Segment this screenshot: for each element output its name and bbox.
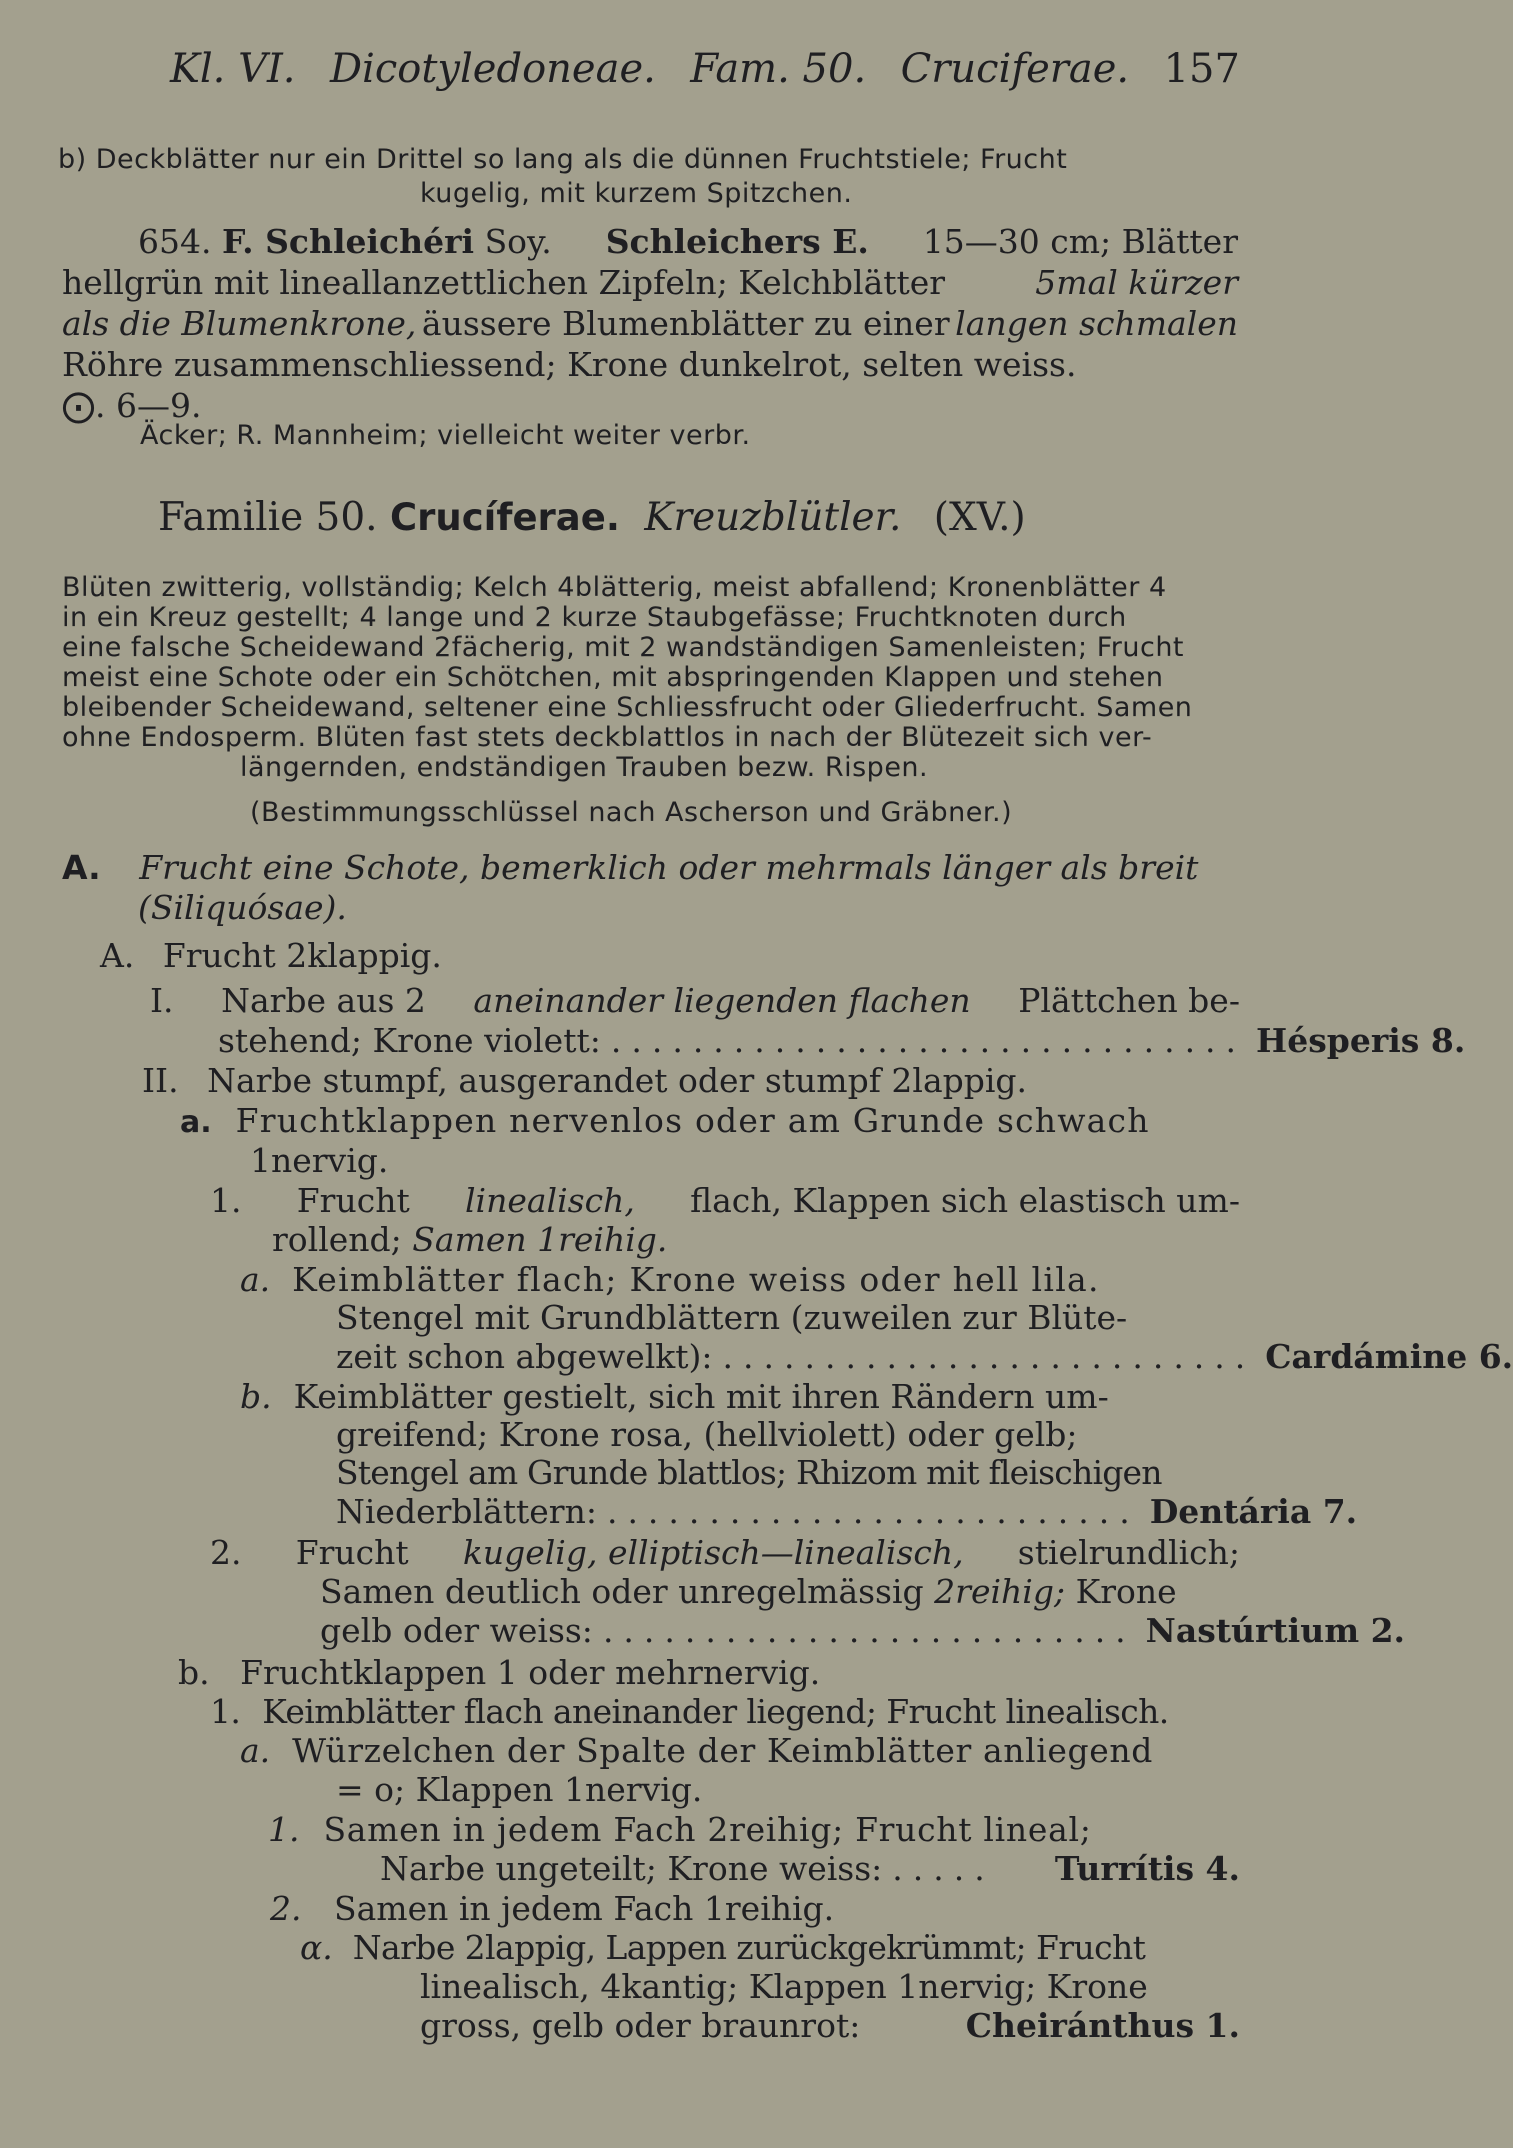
- header-class: Kl. VI.: [170, 46, 296, 92]
- taxon-hesperis: Hésperis 8.: [1256, 1021, 1466, 1060]
- key-I: I. Narbe aus 2 aneinander liegenden flachen Plättchen be-: [150, 981, 1240, 1020]
- key-A1-line2: (Siliquósae).: [138, 888, 347, 927]
- family-name: Crucíferae.: [389, 496, 620, 539]
- description-line: ohne Endosperm. Blüten fast stets deckblattlos in nach der Blütezeit sich ver-: [62, 722, 1153, 753]
- key-alpha-line3: gross, gelb oder braunrot: Cheiránthus 1.: [420, 2006, 1240, 2045]
- page-number: 157: [1163, 46, 1240, 92]
- header-family-ref: Fam. 50.: [690, 46, 867, 92]
- key-I-line2: stehend; Krone violett: ............................... Hésperis 8.: [218, 1021, 1466, 1060]
- key-a1a-line2: Stengel mit Grundblättern (zuweilen zur Blüte-: [336, 1298, 1128, 1337]
- key-b1a2: 2. Samen in jedem Fach 1reihig.: [270, 1889, 835, 1928]
- page-header: [170, 46, 1240, 92]
- species-habitat: Äcker; R. Mannheim; vielleicht weiter verbr.: [140, 420, 751, 451]
- key-b1a1-line2: Narbe ungeteilt; Krone weiss: ..... Turrítis 4.: [380, 1849, 1240, 1888]
- key-a1b-line3: Stengel am Grunde blattlos; Rhizom mit fleischigen: [336, 1453, 1162, 1492]
- species-german: Schleichers E.: [605, 222, 869, 261]
- key-a1b: b. Keimblätter gestielt, sich mit ihren Rändern um-: [240, 1377, 1109, 1416]
- key-alpha-line2: linealisch, 4kantig; Klappen 1nervig; Krone: [420, 1967, 1148, 2006]
- family-label: Familie 50.: [158, 495, 378, 540]
- taxon-cheiranthus: Cheiránthus 1.: [965, 2006, 1240, 2045]
- key-a1a-line3: zeit schon abgewelkt): .......................... Cardámine 6.: [336, 1337, 1513, 1376]
- species-size: 15—30 cm; Blätter: [922, 222, 1238, 261]
- species-name: F. Schleichéri: [221, 222, 475, 261]
- key-b1a: a. Würzelchen der Spalte der Keimblätter anliegend: [240, 1731, 1153, 1770]
- biennial-symbol: ⨀: [62, 386, 95, 425]
- description-line: längernden, endständigen Trauben bezw. Rispen.: [240, 752, 929, 783]
- key-a: a. Fruchtklappen nervenlos oder am Grunde schwach: [180, 1101, 1150, 1140]
- key-b1a1: 1. Samen in jedem Fach 2reihig; Frucht lineal;: [268, 1810, 1092, 1849]
- species-author: Soy.: [484, 222, 552, 261]
- key-a2-line3: gelb oder weiss: .......................... Nastúrtium 2.: [320, 1611, 1406, 1650]
- key-a2: 2. Frucht kugelig, elliptisch—linealisch, stielrundlich;: [210, 1533, 1240, 1572]
- source-note: (Bestimmungsschlüssel nach Ascherson und Gräbner.): [250, 797, 1013, 828]
- key-a2-line2: Samen deutlich oder unregelmässig 2reihig; Krone: [320, 1572, 1177, 1611]
- key-b1: 1. Keimblätter flach aneinander liegend; Frucht linealisch.: [210, 1692, 1169, 1731]
- description-line: bleibender Scheidewand, seltener eine Schliessfrucht oder Gliederfrucht. Samen: [62, 692, 1193, 723]
- species-heading: [138, 222, 1238, 261]
- key-b1a-line2: = o; Klappen 1nervig.: [336, 1770, 703, 1809]
- family-heading: [158, 495, 1026, 540]
- taxon-cardamine: Cardámine 6.: [1265, 1337, 1513, 1376]
- family-german: Kreuzblütler.: [644, 495, 902, 540]
- key-b: b. Fruchtklappen 1 oder mehrnervig.: [178, 1653, 821, 1692]
- key-b-line1: b) Deckblätter nur ein Drittel so lang als die dünnen Fruchtstiele; Frucht: [58, 144, 1068, 175]
- header-subclass: Dicotyledoneae.: [329, 46, 656, 92]
- key-a1-line2: rollend; Samen 1reihig.: [272, 1220, 668, 1259]
- species-line2: hellgrün mit lineallanzettlichen Zipfeln; Kelchblätter 5mal kürzer: [62, 263, 1238, 302]
- description-line: in ein Kreuz gestellt; 4 lange und 2 kurze Staubgefässe; Fruchtknoten durch: [62, 602, 1127, 633]
- description-line: meist eine Schote oder ein Schötchen, mit abspringenden Klappen und stehen: [62, 662, 1164, 693]
- key-a1: 1. Frucht linealisch, flach, Klappen sich elastisch um-: [210, 1181, 1240, 1220]
- taxon-nasturtium: Nastúrtium 2.: [1145, 1611, 1406, 1650]
- species-number: 654.: [138, 222, 212, 261]
- species-period: ⨀. 6—9.: [62, 386, 202, 425]
- species-line4: Röhre zusammenschliessend; Krone dunkelrot, selten weiss.: [62, 345, 1077, 384]
- key-a1b-line2: greifend; Krone rosa, (hellviolett) oder gelb;: [336, 1415, 1078, 1454]
- key-II: II. Narbe stumpf, ausgerandet oder stumpf 2lappig.: [142, 1061, 1028, 1100]
- family-roman: (XV.): [933, 495, 1026, 540]
- key-a-line2: 1nervig.: [250, 1141, 389, 1180]
- taxon-dentaria: Dentária 7.: [1149, 1492, 1358, 1531]
- key-A1: A. Frucht eine Schote, bemerklich oder mehrmals länger als breit: [62, 848, 1199, 887]
- key-b-line2: kugelig, mit kurzem Spitzchen.: [420, 178, 853, 209]
- species-line3: als die Blumenkrone, äussere Blumenblätter zu einer langen schmalen: [62, 304, 1238, 343]
- taxon-turritis: Turrítis 4.: [1054, 1849, 1240, 1888]
- description-line: Blüten zwitterig, vollständig; Kelch 4blätterig, meist abfallend; Kronenblätter 4: [62, 572, 1167, 603]
- description-line: eine falsche Scheidewand 2fächerig, mit 2 wandständigen Samenleisten; Frucht: [62, 632, 1185, 663]
- key-A2: A. Frucht 2klappig.: [100, 936, 442, 975]
- key-a1a: a. Keimblätter flach; Krone weiss oder hell lila.: [240, 1260, 1100, 1299]
- key-alpha: α. Narbe 2lappig, Lappen zurückgekrümmt; Frucht: [300, 1928, 1146, 1967]
- key-a1b-line4: Niederblättern: .......................... Dentária 7.: [336, 1492, 1358, 1531]
- header-family: Cruciferae.: [900, 46, 1130, 92]
